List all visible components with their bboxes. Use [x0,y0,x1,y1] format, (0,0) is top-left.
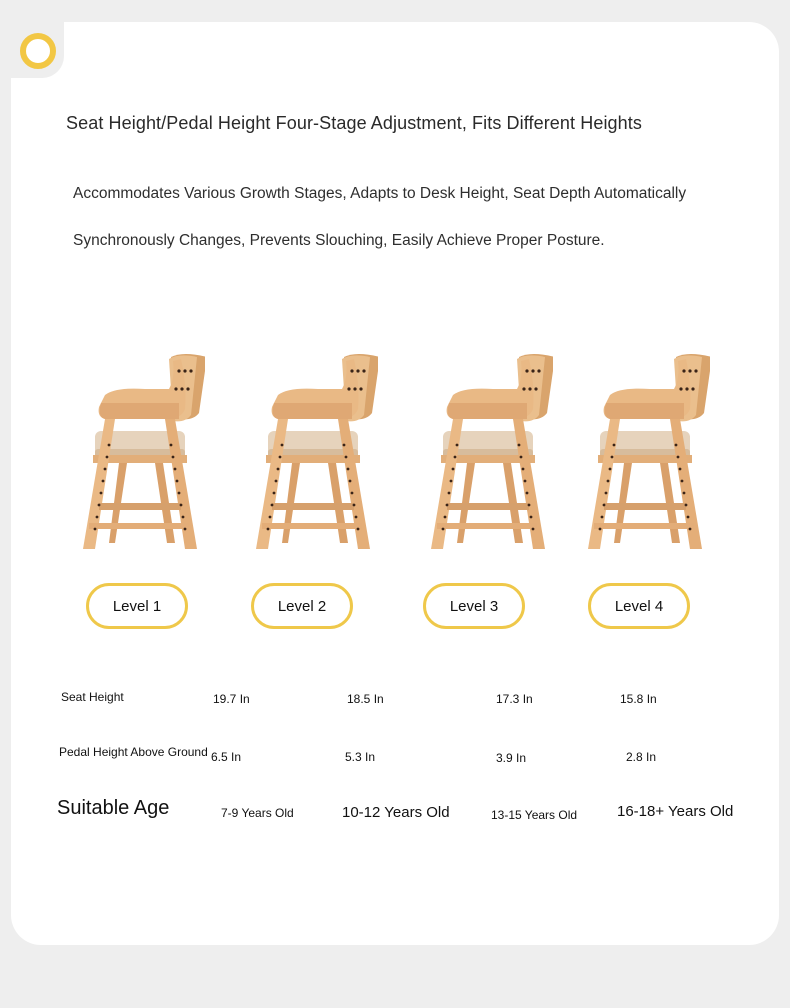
level-3-badge: Level 3 [423,583,525,629]
pedal-height-level-3: 3.9 In [496,751,527,765]
suitable-age-label: Suitable Age [57,797,170,819]
seat-height-level-2: 18.5 In [347,692,384,706]
description-line-2: Synchronously Changes, Prevents Slouching, Easily Achieve Proper Posture. [73,232,605,249]
chair-image-level-2 [248,345,378,555]
age-level-4: 16-18+ Years Old [617,803,734,820]
ring-icon [20,33,56,69]
seat-height-level-4: 15.8 In [620,692,657,706]
headline: Seat Height/Pedal Height Four-Stage Adjustment, Fits Different Heights [66,113,642,133]
level-1-badge: Level 1 [86,583,188,629]
pedal-height-level-4: 2.8 In [626,750,657,764]
age-level-1: 7-9 Years Old [221,806,294,820]
description-line-1: Accommodates Various Growth Stages, Adapts to Desk Height, Seat Depth Automatically [73,185,687,202]
chair-image-level-1 [75,345,205,555]
chair-image-level-4 [580,345,710,555]
seat-height-level-1: 19.7 In [213,692,250,706]
seat-height-level-3: 17.3 In [496,692,533,706]
age-level-2: 10-12 Years Old [342,804,450,821]
seat-height-label: Seat Height [61,690,124,704]
pedal-height-level-1: 6.5 In [211,750,242,764]
level-2-badge: Level 2 [251,583,353,629]
pedal-height-level-2: 5.3 In [345,750,376,764]
level-4-badge: Level 4 [588,583,690,629]
chair-image-level-3 [423,345,553,555]
pedal-height-label: Pedal Height Above Ground [59,745,208,759]
age-level-3: 13-15 Years Old [491,808,578,822]
